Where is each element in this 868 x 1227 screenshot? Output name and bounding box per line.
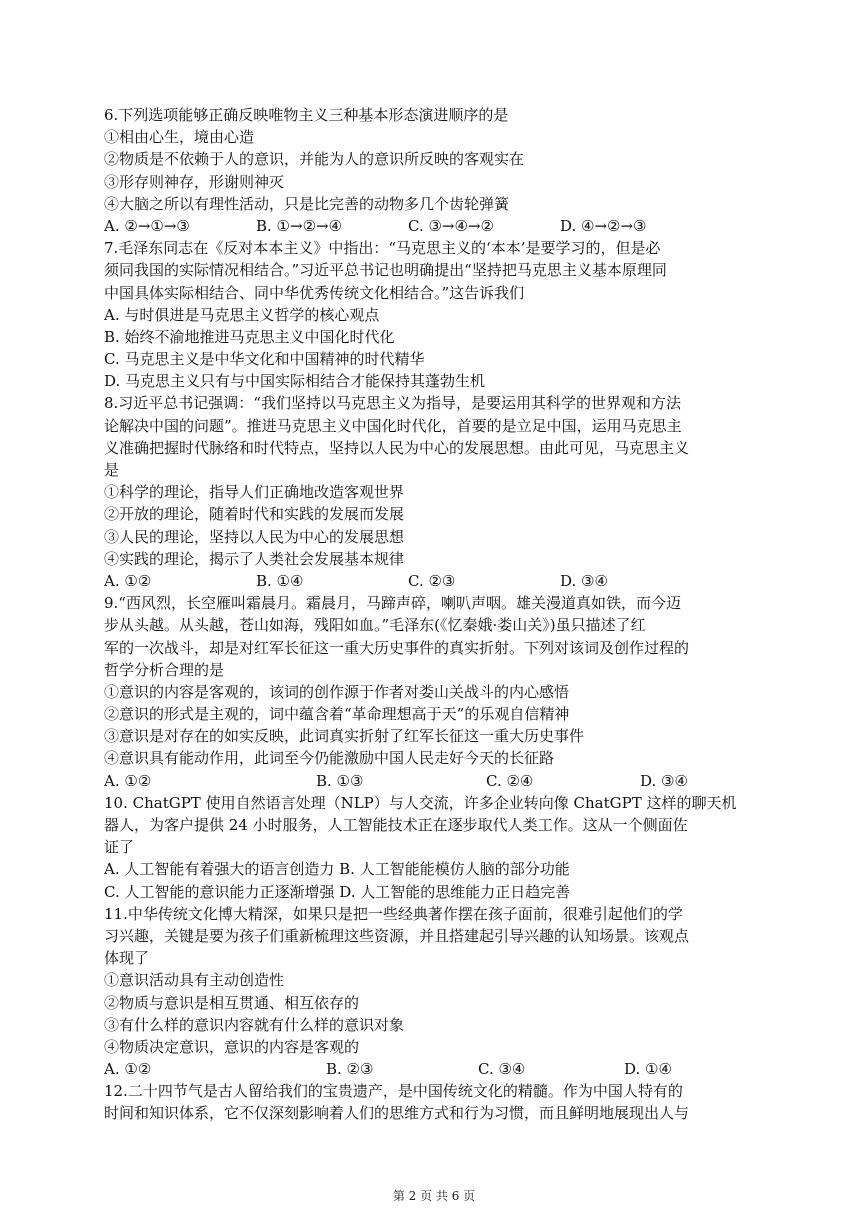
question-stem-line: 习兴趣，关键是要为孩子们重新梳理这些资源，并且搭建起引导兴趣的认知场景。该观点 — [104, 926, 690, 945]
answer-option[interactable]: A. ①② — [104, 1060, 152, 1079]
question-item: ②物质与意识是相互贯通、相互依存的 — [104, 993, 360, 1012]
question-stem-line: 是 — [104, 461, 120, 479]
answer-option[interactable]: B. ②③ — [326, 1060, 374, 1079]
question-item: ③意识是对存在的如实反映，此词真实折射了红军长征这一重大历史事件 — [104, 727, 585, 746]
question-stem-line: 时间和知识体系，它不仅深刻影响着人们的思维方式和行为习惯，而且鲜明地展现出人与 — [104, 1104, 690, 1123]
question-item: ④物质决定意识，意识的内容是客观的 — [104, 1037, 360, 1056]
question-stem-line: 须同我国的实际情况相结合。”习近平总书记也明确提出“坚持把马克思主义基本原理同 — [104, 261, 667, 280]
question-stem-line: 6.下列选项能够正确反映唯物主义三种基本形态演进顺序的是 — [104, 106, 509, 124]
question-item: B. 始终不渝地推进马克思主义中国化时代化 — [104, 327, 395, 346]
answer-option[interactable]: C. ②④ — [486, 771, 534, 790]
answer-option[interactable]: A. ②→①→③ — [104, 216, 190, 235]
question-item: A. 人工智能有着强大的语言创造力 B. 人工智能能模仿人脑的部分功能 — [104, 860, 570, 879]
question-item: ①相由心生，境由心造 — [104, 128, 255, 147]
question-item: ②物质是不依赖于人的意识，并能为人的意识所反映的客观实在 — [104, 150, 525, 169]
question-item: ②开放的理论，随着时代和实践的发展而发展 — [104, 505, 405, 524]
question-item: C. 马克思主义是中华文化和中国精神的时代精华 — [104, 350, 425, 369]
question-item: ①科学的理论，指导人们正确地改造客观世界 — [104, 483, 405, 502]
answer-option[interactable]: A. ①② — [104, 571, 152, 590]
question-item: ③形存则神存，形谢则神灭 — [104, 172, 285, 191]
question-item: ①意识的内容是客观的，该词的创作源于作者对娄山关战斗的内心感悟 — [104, 682, 570, 701]
answer-option[interactable]: D. ①④ — [624, 1060, 672, 1079]
answer-option[interactable]: C. ③④ — [478, 1060, 526, 1079]
question-item: ③有什么样的意识内容就有什么样的意识对象 — [104, 1015, 405, 1034]
question-stem-line: 器人，为客户提供 24 小时服务，人工智能技术正在逐步取代人类工作。这从一个侧面佐 — [104, 816, 688, 834]
question-item: ①意识活动具有主动创造性 — [104, 971, 285, 990]
question-stem-line: 哲学分析合理的是 — [104, 660, 225, 679]
answer-option[interactable]: C. ②③ — [408, 571, 456, 590]
question-stem-line: 证了 — [104, 838, 135, 857]
answer-option[interactable]: B. ①→②→④ — [256, 216, 343, 235]
question-stem-line: 步从头越。从头越，苍山如海，残阳如血。”毛泽东(《忆秦娥·娄山关》)虽只描述了红 — [104, 616, 646, 635]
question-item: ③人民的理论，坚持以人民为中心的发展思想 — [104, 527, 405, 546]
question-stem-line: 论解决中国的问题”。推进马克思主义中国化时代化，首要的是立足中国，运用马克思主 — [104, 416, 682, 435]
question-stem-line: 义准确把握时代脉络和时代特点，坚持以人民为中心的发展思想。由此可见，马克思主义 — [104, 438, 690, 457]
question-stem-line: 8.习近平总书记强调：“我们坚持以马克思主义为指导，是要运用其科学的世界观和方法 — [104, 394, 681, 413]
page-footer: 第 2 页 共 6 页 — [392, 1189, 476, 1203]
answer-options — [104, 215, 776, 237]
answer-option[interactable]: D. ③④ — [560, 571, 608, 590]
question-stem-line: 12.二十四节气是古人留给我们的宝贵遗产，是中国传统文化的精髓。作为中国人特有的 — [104, 1082, 683, 1101]
question-item: ④实践的理论，揭示了人类社会发展基本规律 — [104, 549, 405, 568]
question-stem-line: 7.毛泽东同志在《反对本本主义》中指出：“马克思主义的‘本本’是要学习的，但是必 — [104, 239, 661, 258]
question-item: ④大脑之所以有理性活动，只是比完善的动物多几个齿轮弹簧 — [104, 194, 510, 213]
answer-option[interactable]: B. ①③ — [316, 771, 364, 790]
question-q7 — [104, 237, 776, 392]
question-stem-line: 11.中华传统文化博大精深，如果只是把一些经典著作摆在孩子面前，很难引起他们的学 — [104, 904, 683, 923]
question-item: ④意识具有能动作用，此词至今仍能激励中国人民走好今天的长征路 — [104, 749, 555, 768]
question-q6 — [104, 104, 776, 237]
answer-option[interactable]: D. ④→②→③ — [560, 216, 647, 235]
question-item: A. 与时俱进是马克思主义哲学的核心观点 — [104, 305, 380, 324]
answer-option[interactable]: C. ③→④→② — [408, 216, 494, 235]
question-item: C. 人工智能的意识能力正逐渐增强 D. 人工智能的思维能力正日趋完善 — [104, 882, 571, 901]
question-item: D. 马克思主义只有与中国实际相结合才能保持其蓬勃生机 — [104, 372, 486, 391]
question-q10 — [104, 792, 776, 903]
answer-option[interactable]: B. ①④ — [256, 571, 304, 590]
question-stem-line: 中国具体实际相结合、同中华优秀传统文化相结合。”这告诉我们 — [104, 283, 525, 302]
question-q9 — [104, 592, 776, 792]
answer-options — [104, 570, 776, 592]
question-stem-line: 10. ChatGPT 使用自然语言处理（NLP）与人交流，许多企业转向像 ChatGPT 这样的聊天机 — [104, 793, 737, 812]
question-stem-line: 9.“西风烈，长空雁叫霜晨月。霜晨月，马蹄声碎，喇叭声咽。雄关漫道真如铁，而今迈 — [104, 594, 681, 613]
question-stem-line: 体现了 — [104, 949, 150, 968]
answer-options — [104, 1058, 776, 1080]
answer-option[interactable]: D. ③④ — [640, 771, 688, 790]
answer-option[interactable]: A. ①② — [104, 771, 152, 790]
question-item: ②意识的形式是主观的，词中蕴含着“革命理想高于天”的乐观自信精神 — [104, 705, 570, 724]
question-q8 — [104, 392, 776, 592]
question-q11 — [104, 903, 776, 1081]
question-stem-line: 军的一次战斗，却是对红军长征这一重大历史事件的真实折射。下列对该词及创作过程的 — [104, 638, 690, 657]
question-q12 — [104, 1080, 776, 1124]
question-list — [104, 104, 776, 1125]
answer-options — [104, 770, 776, 792]
